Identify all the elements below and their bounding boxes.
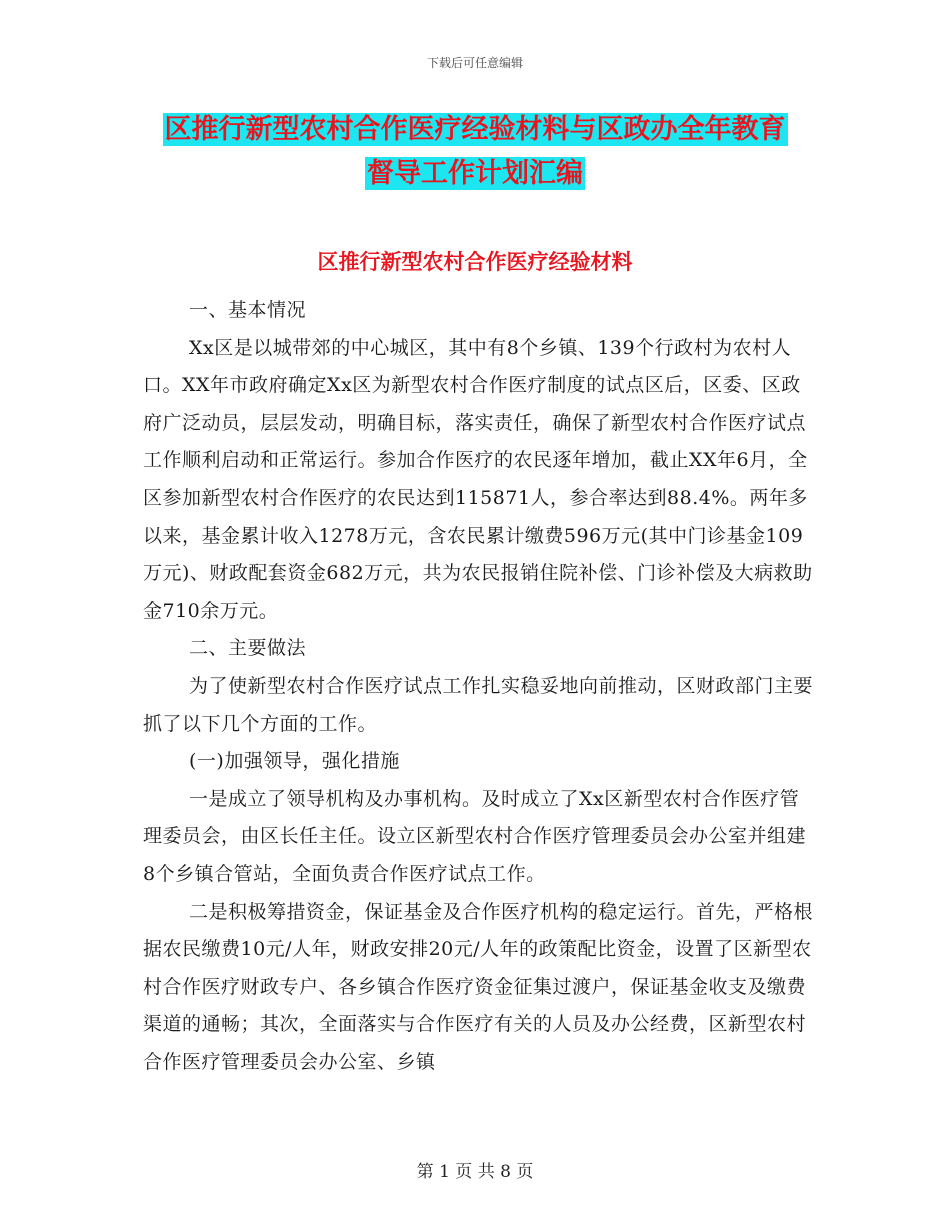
heading-main-practices: 二、主要做法 <box>189 637 307 660</box>
page-footer: 第 1 页 共 8 页 <box>416 1162 534 1182</box>
paragraph-basic-situation: Xx区是以城带郊的中心城区，其中有8个乡镇、139个行政村为农村人口。XX年市政府确定Xx区为新型农村合作医疗制度的试点区后，区委、区政府广泛动员，层层发动，明确目标，落实责任，确保了新型农村合作医疗试点工作顺利启动和正常运行。参加合作医疗的农民逐年增加，截止XX年6月，全区参加新型农村合作医疗的农民达到115871人，参合率达到88.4%。两年多以来，基金累计收入1278万元，含农民累计缴费596万元(其中门诊基金109万元)、财政配套资金682万元，共为农民报销住院补偿、门诊补偿及大病救助金710余万元。 <box>143 336 813 622</box>
paragraph-main-practices-intro: 为了使新型农村合作医疗试点工作扎实稳妥地向前推动，区财政部门主要抓了以下几个方面的工作。 <box>143 674 814 735</box>
paragraph-leadership-2: 二是积极筹措资金，保证基金及合作医疗机构的稳定运行。首先，严格根据农民缴费10元/人年，财政安排20元/人年的政策配比资金，设置了区新型农村合作医疗财政专户、各乡镇合作医疗资金征集过渡户，保证基金收支及缴费渠道的通畅；其次，全面落实与合作医疗有关的人员及办公经费，区新型农村合作医疗管理委员会办公室、乡镇 <box>143 900 814 1073</box>
document-title-line-2: 督导工作计划汇编 <box>367 158 583 189</box>
paragraph-leadership-1: 一是成立了领导机构及办事机构。及时成立了Xx区新型农村合作医疗管理委员会，由区长任主任。设立区新型农村合作医疗管理委员会办公室并组建8个乡镇合管站，全面负责合作医疗试点工作。 <box>143 787 807 885</box>
header-note: 下载后可任意编辑 <box>426 56 523 70</box>
document-title <box>0 108 950 196</box>
document-title-line-1: 区推行新型农村合作医疗经验材料与区政办全年教育 <box>164 114 786 145</box>
subheading-leadership: (一)加强领导，强化措施 <box>189 750 400 773</box>
section-title: 区推行新型农村合作医疗经验材料 <box>317 250 633 274</box>
document-body <box>143 292 813 1081</box>
heading-basic-situation: 一、基本情况 <box>189 299 307 321</box>
